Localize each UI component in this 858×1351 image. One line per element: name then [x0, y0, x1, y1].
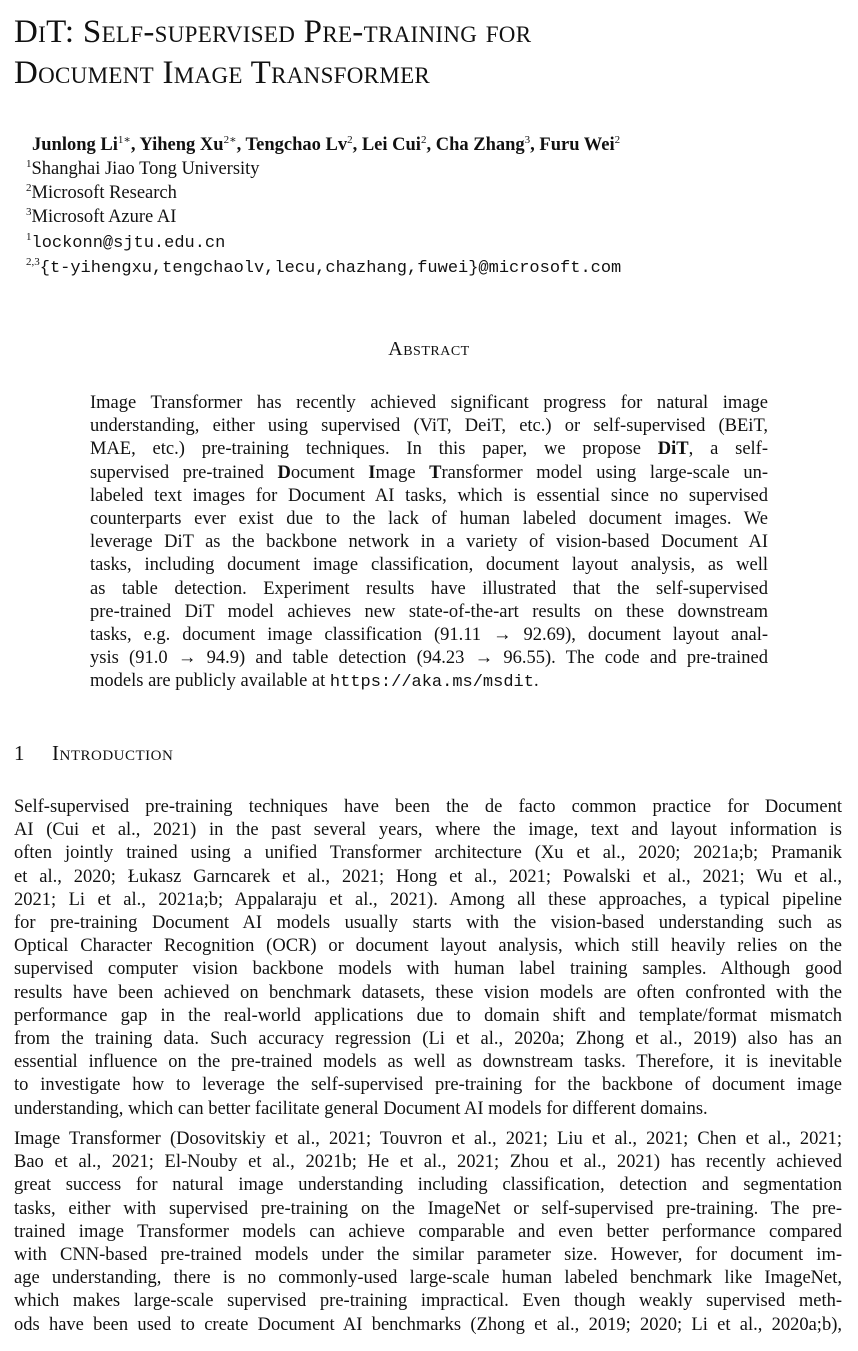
section-heading [14, 741, 173, 766]
section-number: 1 [14, 741, 25, 765]
affiliation-superscript: 1 [26, 158, 32, 170]
paper-title [14, 12, 844, 94]
abstract-heading: Abstract [388, 338, 470, 360]
abstract-body [90, 392, 768, 695]
email-address[interactable]: {t-yihengxu,tengchaolv,lecu,chazhang,fuwei}@microsoft.com [39, 259, 622, 278]
bold-initial: T [429, 462, 442, 483]
author-superscript: 1∗ [117, 134, 131, 146]
author-superscript: 3 [524, 134, 531, 146]
abstract-line: ysis (91.0 → 94.9) and table detection (94.23 → 96.55). The code and pre-trained [90, 648, 768, 669]
affiliation-superscript: 3 [26, 206, 32, 218]
bold-initial: I [368, 462, 376, 483]
paragraph-line: for pre-training Document AI models usually starts with the vision-based understanding such as [14, 913, 842, 934]
abstract-line: pre-trained DiT model achieves new state-of-the-art results on these downstream [90, 601, 768, 622]
abstract-line: counterparts ever exist due to the lack of human labeled document images. We [90, 509, 768, 530]
paragraph-line: often jointly trained using a unified Transformer architecture (Xu et al., 2020; 2021a;b; Pramanik [14, 843, 842, 864]
paragraph-line: which makes large-scale supervised pre-training impractical. Even though weakly supervised meth- [14, 1291, 842, 1312]
author-list [32, 133, 620, 157]
intro-paragraph [14, 796, 842, 1121]
author-separator: , [352, 135, 362, 155]
author-name: Lei Cui [361, 135, 421, 155]
paragraph-line: understanding, which can better facilitate general Document AI models for different domains. [14, 1098, 708, 1119]
paragraph-line: Optical Character Recognition (OCR) or document layout analysis, which still heavily relies on the [14, 936, 842, 957]
paragraph-line: performance gap in the real-world applications due to domain shift and template/format mismatch [14, 1005, 842, 1026]
paragraph-line: from the training data. Such accuracy regression (Li et al., 2020a; Zhong et al., 2019) also has an [14, 1029, 842, 1050]
author-name: Furu Wei [539, 135, 615, 155]
author-superscript: 2 [420, 134, 427, 146]
author-superscript: 2 [347, 134, 353, 146]
abstract-line: as table detection. Experiment results have illustrated that the self-supervised [90, 578, 768, 599]
affiliation-text: Microsoft Azure AI [31, 207, 177, 227]
abstract-line: supervised pre-trained Document Image Transformer model using large-scale un- [90, 462, 768, 483]
abstract-line: labeled text images for Document AI tasks, which is essential since no supervised [90, 485, 768, 506]
paragraph-line: et al., 2020; Łukasz Garncarek et al., 2021; Hong et al., 2021; Powalski et al., 2021; Wu et al., [14, 866, 842, 887]
section-title: Introduction [52, 741, 174, 765]
paragraph-line: 2021; Li et al., 2021a;b; Appalaraju et al., 2021). Among all these approaches, a typical pipeline [14, 889, 842, 910]
author-superscript: 2 [614, 134, 621, 146]
author-separator: , [530, 135, 540, 155]
project-url-link[interactable]: https://aka.ms/msdit [329, 673, 534, 693]
abstract-line: tasks, including document image classification, document layout analysis, as well [90, 555, 768, 576]
affiliation-text: Shanghai Jiao Tong University [31, 159, 260, 179]
bold-initial: D [277, 462, 291, 483]
bold-term: DiT [657, 439, 689, 460]
author-name: Junlong Li [32, 135, 118, 155]
abstract-line: MAE, etc.) pre-training techniques. In this paper, we propose DiT, a self- [90, 439, 768, 460]
author-name: Yiheng Xu [139, 135, 224, 155]
intro-paragraph [14, 1128, 842, 1337]
email-superscript: 1 [26, 231, 32, 243]
abstract-line: leverage DiT as the backbone network in a variety of vision-based Document AI [90, 532, 768, 553]
affiliation [26, 205, 176, 229]
title-line: Document Image Transformer [14, 55, 431, 91]
email-superscript: 2,3 [26, 256, 40, 268]
abstract-line: models are publicly available at https://aka.ms/msdit. [90, 671, 539, 693]
paragraph-line: tasks, either with supervised pre-training on the ImageNet or self-supervised pre-training. The pre- [14, 1198, 842, 1219]
paragraph-line: Image Transformer (Dosovitskiy et al., 2021; Touvron et al., 2021; Liu et al., 2021; Chen et al., 2021; [14, 1129, 842, 1149]
author-name: Cha Zhang [435, 135, 525, 155]
author-separator: , [426, 135, 436, 155]
abstract-line: Image Transformer has recently achieved significant progress for natural image [90, 393, 768, 413]
paragraph-line: supervised computer vision backbone models with human label training samples. Although good [14, 959, 842, 980]
paragraph-line: Bao et al., 2021; El-Nouby et al., 2021b; He et al., 2021; Zhou et al., 2021) has recently achieved [14, 1152, 842, 1173]
paragraph-line: results have been achieved on benchmark datasets, these vision models are often confronted with the [14, 982, 842, 1003]
paragraph-line: to investigate how to leverage the self-supervised pre-training for the backbone of document image [14, 1075, 842, 1096]
affiliation [26, 157, 260, 181]
author-separator: , [130, 135, 140, 155]
abstract-line: understanding, either using supervised (ViT, DeiT, etc.) or self-supervised (BEiT, [90, 416, 768, 437]
paragraph-line: great success for natural image understanding including classification, detection and segmentation [14, 1175, 842, 1196]
email-line [26, 230, 225, 256]
email-line [26, 255, 621, 281]
paragraph-line: with CNN-based pre-trained models under the similar parameter size. However, for document im- [14, 1245, 842, 1266]
paragraph-line: trained image Transformer models can achieve comparable and even better performance compared [14, 1221, 842, 1242]
email-address[interactable]: lockonn@sjtu.edu.cn [31, 234, 226, 253]
affiliation-superscript: 2 [26, 182, 32, 194]
paragraph-line: Self-supervised pre-training techniques have been the de facto common practice for Document [14, 797, 842, 817]
author-name: Tengchao Lv [245, 135, 348, 155]
paragraph-line: essential influence on the pre-trained models as well as downstream tasks. Therefore, it is inevitable [14, 1052, 842, 1073]
affiliation-text: Microsoft Research [31, 183, 177, 203]
paragraph-line: AI (Cui et al., 2021) in the past several years, where the image, text and layout information is [14, 820, 842, 841]
paragraph-line: ods have been used to create Document AI benchmarks (Zhong et al., 2019; 2020; Li et al., 2020a;b), [14, 1314, 842, 1335]
author-superscript: 2∗ [223, 134, 237, 146]
author-separator: , [236, 135, 246, 155]
title-line: DiT: Self-supervised Pre-training for [14, 14, 532, 50]
abstract-line: tasks, e.g. document image classification (91.11 → 92.69), document layout anal- [90, 625, 768, 646]
paragraph-line: age understanding, there is no commonly-used large-scale human labeled benchmark like ImageNet, [14, 1268, 842, 1289]
affiliation [26, 181, 177, 205]
